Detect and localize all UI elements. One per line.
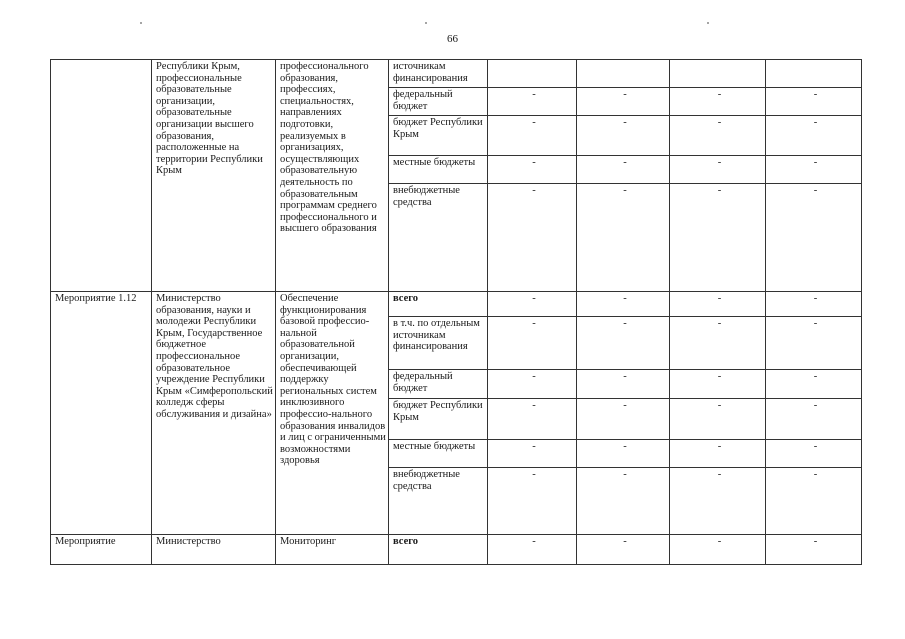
value-cell: - — [766, 399, 862, 440]
value-cell: - — [670, 292, 766, 317]
value-cell — [577, 60, 670, 88]
scan-speck — [140, 22, 142, 24]
funding-source-cell: федеральный бюджет — [389, 88, 488, 116]
funding-source-cell: всего — [389, 535, 488, 565]
value-cell: - — [577, 88, 670, 116]
value-cell: - — [488, 116, 577, 156]
value-cell: - — [488, 184, 577, 292]
measure-content-cell: Мониторинг — [276, 535, 389, 565]
funding-source-cell: источникам финансирования — [389, 60, 488, 88]
value-cell: - — [766, 317, 862, 370]
value-cell — [766, 60, 862, 88]
measure-content-cell: профессионального образования, профессиях, специальностях, направлениях подготовки, реализуемых в организациях, осуществляющих образовательную деятельность по образовательным программам среднего профессионального и высшего образования — [276, 60, 389, 292]
value-cell: - — [488, 440, 577, 468]
value-cell: - — [488, 399, 577, 440]
funding-source-cell: внебюджетные средства — [389, 184, 488, 292]
page-number: 66 — [447, 33, 458, 45]
funding-source-cell: всего — [389, 292, 488, 317]
value-cell: - — [577, 156, 670, 184]
value-cell — [670, 60, 766, 88]
funding-source-cell: федеральный бюджет — [389, 370, 488, 399]
value-cell: - — [670, 88, 766, 116]
value-cell: - — [577, 535, 670, 565]
value-cell: - — [577, 292, 670, 317]
value-cell: - — [488, 317, 577, 370]
value-cell: - — [766, 440, 862, 468]
value-cell: - — [577, 116, 670, 156]
value-cell: - — [670, 116, 766, 156]
measure-content-cell: Обеспечение функционирования базовой профессио-нальной образовательной организации, обеспечивающей поддержку региональных систем инклюзивного профессио-нального образования инвалидов и лиц с ограниченными возможностями здоровья — [276, 292, 389, 535]
executor-cell: Республики Крым, профессиональные образовательные организации, образовательные организации высшего образования, расположенные на территории Республики Крым — [152, 60, 276, 292]
value-cell: - — [766, 468, 862, 535]
value-cell: - — [766, 184, 862, 292]
value-cell: - — [577, 399, 670, 440]
value-cell — [488, 60, 577, 88]
value-cell: - — [488, 88, 577, 116]
funding-source-cell: бюджет Республики Крым — [389, 399, 488, 440]
value-cell: - — [766, 88, 862, 116]
value-cell: - — [766, 370, 862, 399]
value-cell: - — [577, 370, 670, 399]
value-cell: - — [670, 440, 766, 468]
value-cell: - — [577, 468, 670, 535]
measure-cell: Мероприятие 1.12 — [51, 292, 152, 535]
value-cell: - — [766, 292, 862, 317]
scan-speck — [425, 22, 427, 24]
value-cell: - — [577, 317, 670, 370]
value-cell: - — [488, 370, 577, 399]
value-cell: - — [488, 292, 577, 317]
value-cell: - — [670, 184, 766, 292]
funding-source-cell: местные бюджеты — [389, 156, 488, 184]
value-cell: - — [766, 535, 862, 565]
measure-cell — [51, 60, 152, 292]
value-cell: - — [670, 317, 766, 370]
measures-table — [50, 59, 862, 565]
value-cell: - — [766, 156, 862, 184]
executor-cell: Министерство образования, науки и молодежи Республики Крым, Государственное бюджетное профессиональное образовательное учреждение Республики Крым «Симферопольский колледж сферы обслуживания и дизайна» — [152, 292, 276, 535]
measure-cell: Мероприятие — [51, 535, 152, 565]
executor-cell: Министерство — [152, 535, 276, 565]
value-cell: - — [766, 116, 862, 156]
scan-speck — [707, 22, 709, 24]
value-cell: - — [577, 184, 670, 292]
value-cell: - — [670, 535, 766, 565]
value-cell: - — [488, 468, 577, 535]
value-cell: - — [670, 399, 766, 440]
funding-source-cell: бюджет Республики Крым — [389, 116, 488, 156]
value-cell: - — [577, 440, 670, 468]
value-cell: - — [488, 156, 577, 184]
value-cell: - — [670, 468, 766, 535]
funding-source-cell: внебюджетные средства — [389, 468, 488, 535]
funding-source-cell: в т.ч. по отдельным источникам финансирования — [389, 317, 488, 370]
value-cell: - — [670, 370, 766, 399]
value-cell: - — [488, 535, 577, 565]
value-cell: - — [670, 156, 766, 184]
funding-source-cell: местные бюджеты — [389, 440, 488, 468]
